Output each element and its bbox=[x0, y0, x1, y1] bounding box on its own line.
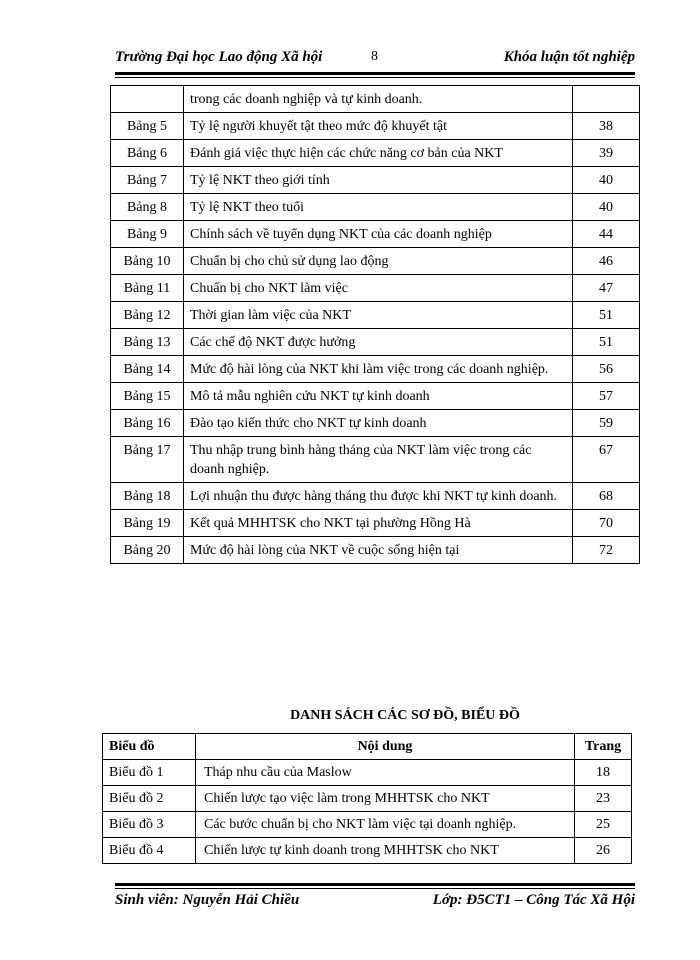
row-label: Bảng 18 bbox=[111, 483, 184, 510]
table-row bbox=[111, 248, 640, 275]
row-title: Chuẩn bị cho NKT làm việc bbox=[184, 275, 573, 302]
row-page: 59 bbox=[573, 410, 640, 437]
footer-rule-thick bbox=[115, 883, 635, 886]
row-label: Bảng 17 bbox=[111, 437, 184, 483]
table-row bbox=[103, 786, 632, 812]
row-title: Tỷ lệ người khuyết tật theo mức độ khuyết tật bbox=[184, 113, 573, 140]
row-label: Biểu đồ 4 bbox=[103, 838, 196, 864]
row-title: Tỷ lệ NKT theo giới tính bbox=[184, 167, 573, 194]
row-label: Biểu đồ 2 bbox=[103, 786, 196, 812]
row-page: 23 bbox=[575, 786, 632, 812]
row-title: trong các doanh nghiệp và tự kinh doanh. bbox=[184, 86, 573, 113]
table-row bbox=[111, 329, 640, 356]
diagrams-list-title: DANH SÁCH CÁC SƠ ĐỒ, BIỂU ĐỒ bbox=[290, 708, 520, 723]
table-row bbox=[111, 194, 640, 221]
table-row bbox=[111, 437, 640, 483]
row-label: Bảng 7 bbox=[111, 167, 184, 194]
row-label bbox=[111, 86, 184, 113]
row-title: Chiến lược tự kinh doanh trong MHHTSK cho NKT bbox=[196, 838, 575, 864]
row-page: 38 bbox=[573, 113, 640, 140]
footer-rule-thin bbox=[115, 888, 635, 889]
row-title: Mức độ hài lòng của NKT về cuộc sống hiện tại bbox=[184, 537, 573, 564]
row-page bbox=[573, 86, 640, 113]
row-page: 72 bbox=[573, 537, 640, 564]
class-name: Lớp: Đ5CT1 – Công Tác Xã Hội bbox=[432, 892, 635, 908]
row-page: 26 bbox=[575, 838, 632, 864]
table-row bbox=[111, 140, 640, 167]
row-page: 67 bbox=[573, 437, 640, 483]
row-page: 46 bbox=[573, 248, 640, 275]
table-row bbox=[111, 113, 640, 140]
row-title: Chuẩn bị cho chủ sử dụng lao động bbox=[184, 248, 573, 275]
table-row bbox=[111, 167, 640, 194]
table-row bbox=[111, 483, 640, 510]
row-title: Các chế độ NKT được hưởng bbox=[184, 329, 573, 356]
row-label: Bảng 9 bbox=[111, 221, 184, 248]
page-footer bbox=[115, 892, 635, 914]
row-title: Chiến lược tạo việc làm trong MHHTSK cho NKT bbox=[196, 786, 575, 812]
table-row bbox=[111, 86, 640, 113]
row-label: Biểu đồ 1 bbox=[103, 760, 196, 786]
row-title: Thời gian làm việc của NKT bbox=[184, 302, 573, 329]
row-page: 40 bbox=[573, 194, 640, 221]
table-row bbox=[111, 510, 640, 537]
row-title: Tỷ lệ NKT theo tuổi bbox=[184, 194, 573, 221]
row-label: Biểu đồ 3 bbox=[103, 812, 196, 838]
table-row bbox=[103, 812, 632, 838]
row-title: Mô tả mẫu nghiên cứu NKT tự kinh doanh bbox=[184, 383, 573, 410]
row-page: 18 bbox=[575, 760, 632, 786]
row-title: Đào tạo kiến thức cho NKT tự kinh doanh bbox=[184, 410, 573, 437]
table-row bbox=[111, 410, 640, 437]
row-page: 51 bbox=[573, 302, 640, 329]
row-page: 68 bbox=[573, 483, 640, 510]
page-number: 8 bbox=[371, 49, 378, 64]
row-label: Bảng 12 bbox=[111, 302, 184, 329]
row-page: 51 bbox=[573, 329, 640, 356]
header-label: Biểu đồ bbox=[103, 734, 196, 760]
table-row bbox=[111, 383, 640, 410]
header-rule-thin bbox=[115, 77, 635, 78]
table-row bbox=[111, 537, 640, 564]
row-label: Bảng 15 bbox=[111, 383, 184, 410]
row-page: 25 bbox=[575, 812, 632, 838]
table-row bbox=[111, 275, 640, 302]
header-rule-thick bbox=[115, 72, 635, 75]
row-page: 57 bbox=[573, 383, 640, 410]
row-label: Bảng 14 bbox=[111, 356, 184, 383]
table-row bbox=[103, 760, 632, 786]
row-title: Kết quả MHHTSK cho NKT tại phường Hồng Hà bbox=[184, 510, 573, 537]
row-label: Bảng 5 bbox=[111, 113, 184, 140]
row-title: Thu nhập trung bình hàng tháng của NKT làm việc trong các doanh nghiệp. bbox=[184, 437, 573, 483]
row-title: Đánh giá việc thực hiện các chức năng cơ bản của NKT bbox=[184, 140, 573, 167]
row-label: Bảng 19 bbox=[111, 510, 184, 537]
row-page: 40 bbox=[573, 167, 640, 194]
row-label: Bảng 10 bbox=[111, 248, 184, 275]
row-page: 70 bbox=[573, 510, 640, 537]
header-page: Trang bbox=[575, 734, 632, 760]
row-label: Bảng 13 bbox=[111, 329, 184, 356]
thesis-label: Khóa luận tốt nghiệp bbox=[503, 49, 635, 65]
table-header-row bbox=[103, 734, 632, 760]
row-label: Bảng 8 bbox=[111, 194, 184, 221]
table-row bbox=[103, 838, 632, 864]
row-page: 47 bbox=[573, 275, 640, 302]
header-content: Nội dung bbox=[196, 734, 575, 760]
university-name: Trường Đại học Lao động Xã hội bbox=[115, 49, 323, 65]
row-label: Bảng 11 bbox=[111, 275, 184, 302]
row-title: Mức độ hài lòng của NKT khi làm việc trong các doanh nghiệp. bbox=[184, 356, 573, 383]
row-title: Các bước chuẩn bị cho NKT làm việc tại doanh nghiệp. bbox=[196, 812, 575, 838]
row-title: Chính sách về tuyển dụng NKT của các doanh nghiệp bbox=[184, 221, 573, 248]
diagrams-list bbox=[102, 733, 632, 864]
row-page: 39 bbox=[573, 140, 640, 167]
row-label: Bảng 6 bbox=[111, 140, 184, 167]
row-page: 44 bbox=[573, 221, 640, 248]
table-row bbox=[111, 302, 640, 329]
tables-list bbox=[110, 85, 640, 564]
table-row bbox=[111, 356, 640, 383]
row-title: Tháp nhu cầu của Maslow bbox=[196, 760, 575, 786]
row-title: Lợi nhuận thu được hàng tháng thu được khi NKT tự kinh doanh. bbox=[184, 483, 573, 510]
row-label: Bảng 16 bbox=[111, 410, 184, 437]
table-row bbox=[111, 221, 640, 248]
student-name: Sinh viên: Nguyễn Hải Chiều bbox=[115, 892, 300, 908]
row-page: 56 bbox=[573, 356, 640, 383]
page-header bbox=[115, 49, 635, 71]
row-label: Bảng 20 bbox=[111, 537, 184, 564]
